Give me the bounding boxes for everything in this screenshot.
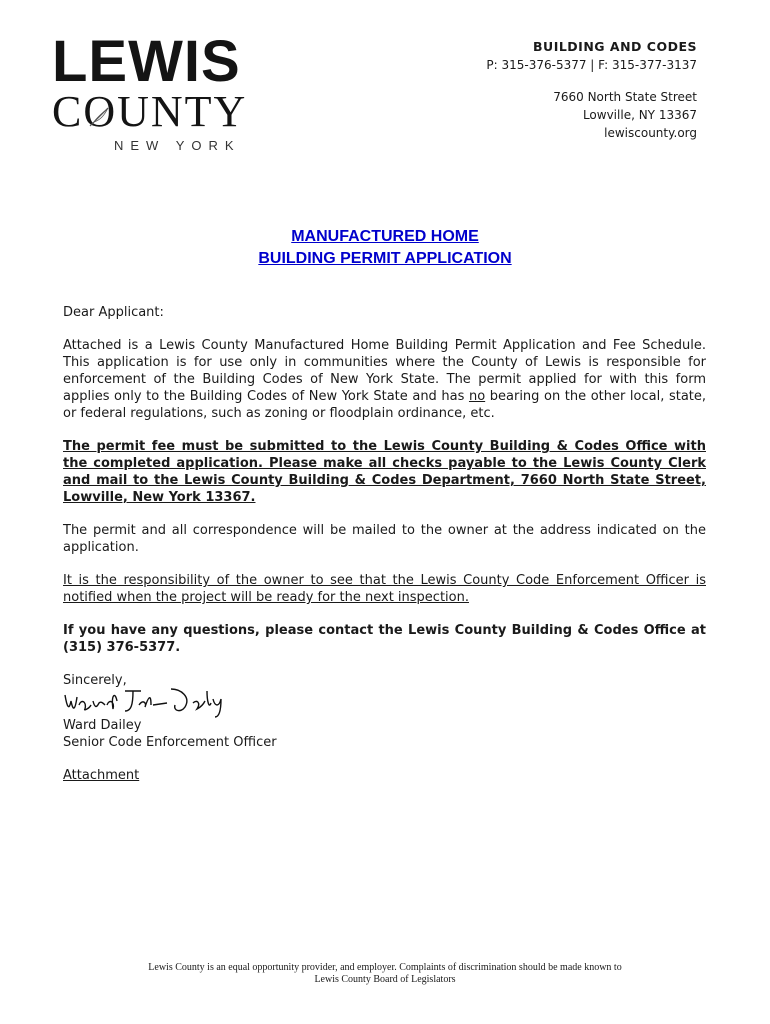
signer-name: Ward Dailey (63, 718, 142, 733)
street-address: 7660 North State Street (553, 90, 697, 104)
greeting: Dear Applicant: (63, 305, 164, 320)
letter-body (63, 304, 706, 800)
footer (0, 962, 770, 986)
website-link[interactable]: lewiscounty.org (604, 126, 697, 140)
attachment-label: Attachment (63, 768, 140, 783)
paragraph-contact: If you have any questions, please contact the Lewis County Building & Codes Office at (315) 376-5377. (63, 623, 706, 655)
paragraph-intro-part-1: Attached is a Lewis County Manufactured Home Building Permit Application and Fee Schedule. This application is for use only in communities where the County of Lewis is responsible for enforcement of the Building Codes of New York State. The permit applied for with this form applies only to the Building Codes of New York State and has (63, 338, 706, 404)
footer-line-1: Lewis County is an equal opportunity provider, and employer. Complaints of discrimination should be made known to (148, 962, 622, 973)
logo-county-text: COUNTY (52, 87, 248, 136)
page-title (0, 226, 770, 270)
closing-text: Sincerely, (63, 673, 127, 688)
paragraph-intro-part-2: bearing on the other local, state, or federal regulations, such as zoning or floodplain ordinance, etc. (63, 389, 707, 421)
department-name: BUILDING AND CODES (533, 39, 697, 54)
feather-icon (86, 104, 112, 130)
title-line-1: MANUFACTURED HOME (291, 228, 479, 245)
signer-title: Senior Code Enforcement Officer (63, 735, 277, 750)
title-line-2: BUILDING PERMIT APPLICATION (258, 250, 512, 267)
paragraph-fee-instructions: The permit fee must be submitted to the Lewis County Building & Codes Office with the completed application. Please make all checks payable to the Lewis County Clerk and mail to the Lewis County Building & Codes Department, 7660 North State Street, Lowville, New York 13367. (63, 439, 706, 505)
paragraph-inspection-notice: It is the responsibility of the owner to see that the Lewis County Code Enforcement Officer is notified when the project will be ready for the next inspection. (63, 573, 706, 605)
footer-line-2: Lewis County Board of Legislators (314, 974, 456, 985)
paragraph-correspondence: The permit and all correspondence will be mailed to the owner at the address indicated on the application. (63, 523, 706, 555)
emphasis-no: no (468, 389, 486, 404)
city-state-zip: Lowville, NY 13367 (582, 108, 697, 122)
phone-fax: P: 315-376-5377 | F: 315-377-3137 (486, 58, 697, 72)
county-logo (52, 29, 252, 156)
logo-new-york-text: NEW YORK (114, 138, 241, 153)
logo-lewis-text: LEWIS (52, 29, 241, 94)
closing (63, 672, 706, 751)
paragraph-intro (63, 337, 706, 422)
contact-block (486, 38, 697, 142)
